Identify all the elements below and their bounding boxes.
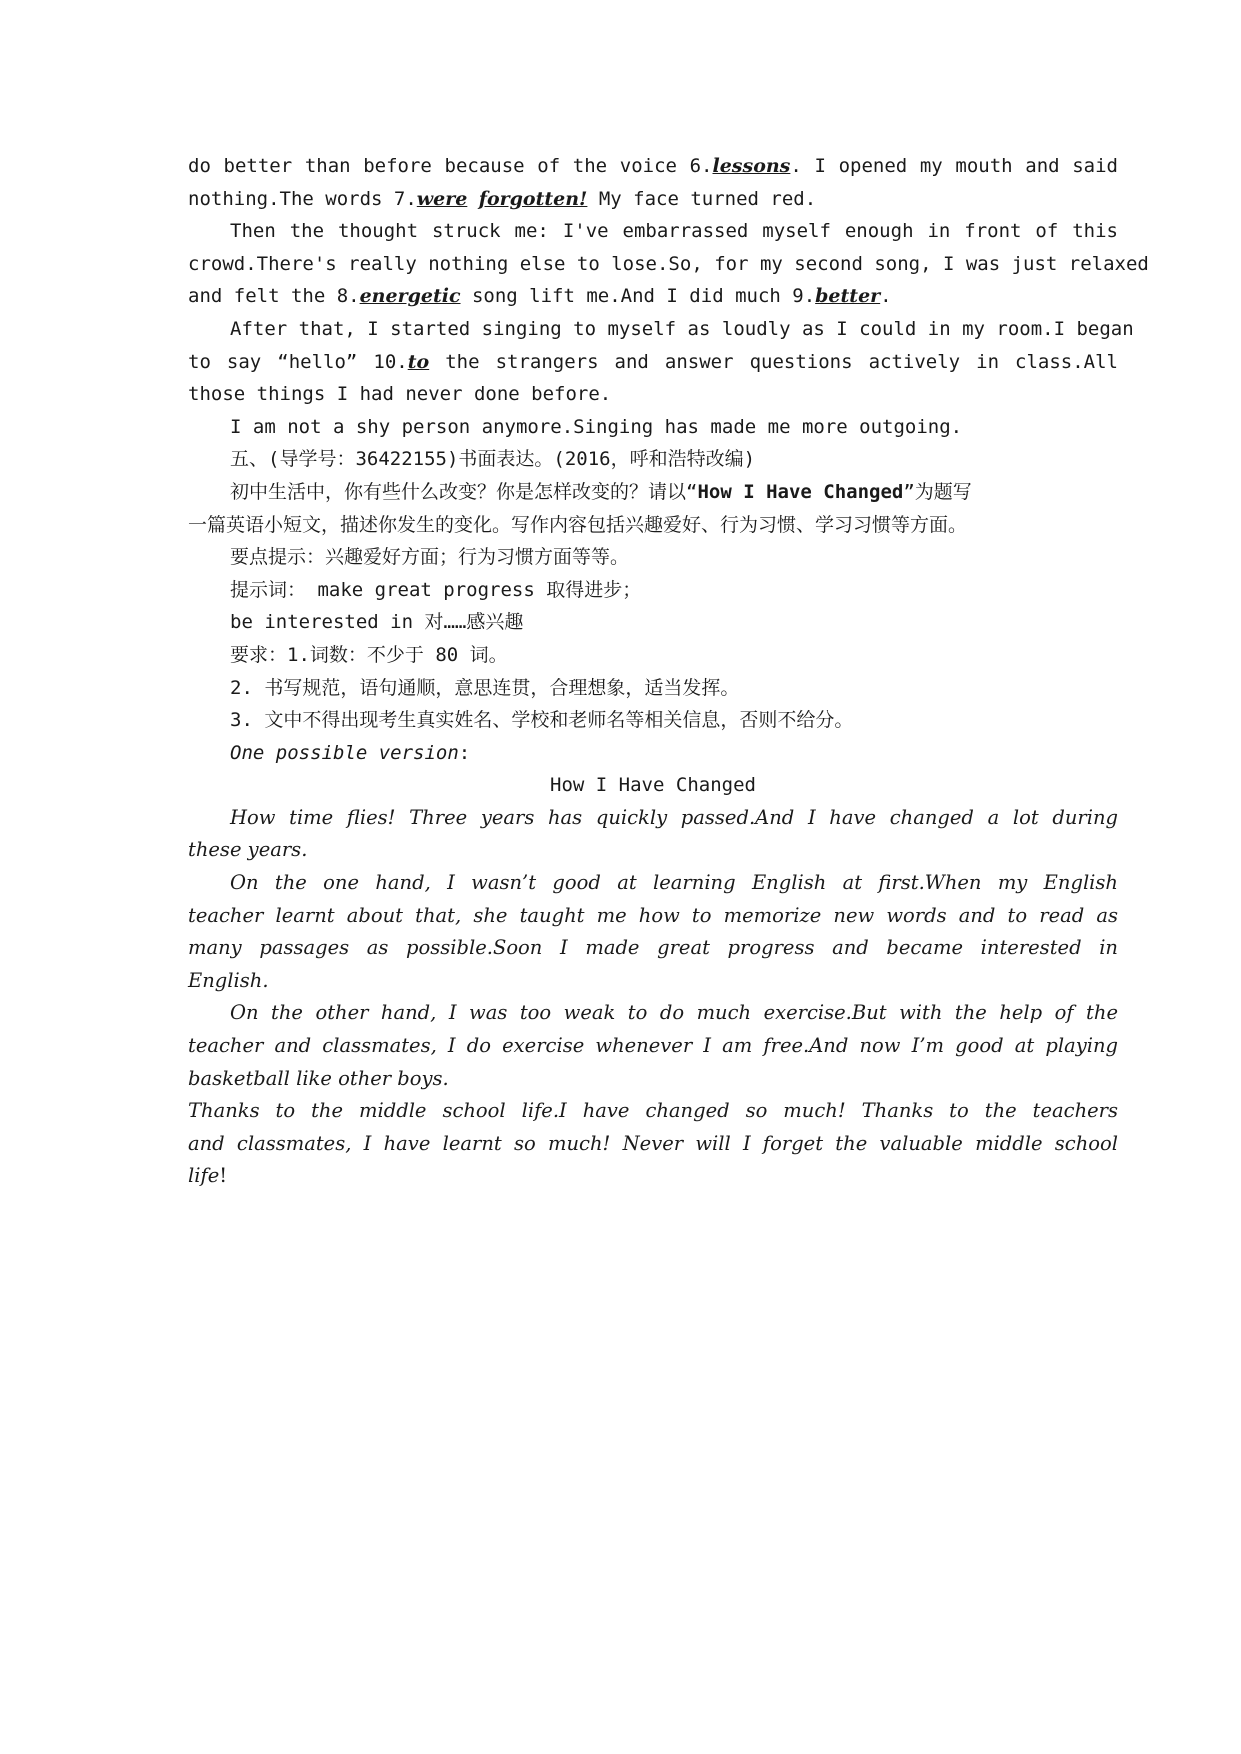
essay-title: How I Have Changed	[550, 774, 756, 797]
essay-p1-line-1: How time flies! Three years has quickly passed.And I have changed a lot during	[230, 805, 1118, 829]
answer-7a: were	[416, 187, 468, 210]
essay-p3-line-2: teacher and classmates, I do exercise whenever I am free.And now I’m good at playing	[188, 1034, 1118, 1058]
passage-line-6: After that, I started singing to myself as loudly as I could in my room.I began	[230, 317, 1134, 340]
text: One possible version	[230, 741, 459, 764]
essay-p2-line-3: many passages as possible.Soon I made great progress and became interested in	[188, 936, 1118, 960]
essay-p3-line-1: On the other hand, I was too weak to do much exercise.But with the help of the	[230, 1001, 1118, 1025]
essay-p2-line-2: teacher learnt about that, she taught me how to memorize new words and to read as	[188, 903, 1118, 927]
space	[467, 188, 478, 210]
answer-9: better	[815, 285, 881, 308]
text: .	[880, 285, 892, 308]
task-words-2: be interested in 对……感兴趣	[230, 611, 524, 634]
passage-line-8: those things I had never done before.	[188, 383, 612, 406]
essay-p2-line-1: On the one hand, I wasn’t good at learning English at first.When my English	[230, 871, 1118, 895]
text: life	[188, 1164, 220, 1188]
text: do better than before because of the voice 6.	[188, 155, 713, 177]
task-words-1: 提示词： make great progress 取得进步；	[230, 578, 642, 601]
prompt-title: How I Have Changed	[697, 480, 904, 503]
text: nothing.The words 7.	[188, 187, 417, 210]
text: . I opened my mouth and said	[790, 155, 1118, 177]
text: to say “hello” 10.	[188, 350, 408, 373]
answer-7b: forgotten!	[478, 187, 588, 210]
text: ”为题写	[903, 480, 972, 503]
answer-10: to	[407, 350, 430, 373]
task-req-3: 3. 文中不得出现考生真实姓名、学校和老师名等相关信息，否则不给分。	[230, 709, 854, 732]
passage-line-2	[188, 183, 1118, 216]
text: :	[458, 741, 471, 764]
passage-line-1	[188, 150, 1118, 183]
task-req-1: 要求：1.词数：不少于 80 词。	[230, 643, 508, 666]
task-tips: 要点提示：兴趣爱好方面；行为习惯方面等等。	[230, 546, 630, 569]
task-prompt-line-1	[188, 476, 1118, 509]
essay-p2-line-4: English.	[188, 968, 269, 992]
task-prompt-line-2: 一篇英语小短文，描述你发生的变化。写作内容包括兴趣爱好、行为习惯、学习习惯等方面。	[188, 513, 968, 536]
answer-8: energetic	[359, 285, 461, 308]
text: the strangers and answer questions actively in class.All	[429, 350, 1118, 373]
text: My face turned red.	[587, 187, 817, 210]
essay-p4-line-3	[188, 1160, 1118, 1193]
essay-p4-line-1: Thanks to the middle school life.I have changed so much! Thanks to the teachers	[188, 1099, 1118, 1123]
passage-line-3: Then the thought struck me: I've embarrassed myself enough in front of this	[230, 220, 1118, 243]
passage-line-7	[188, 346, 1118, 379]
text: !	[219, 1164, 228, 1188]
text: song lift me.And I did much 9.	[460, 285, 816, 308]
passage-line-4: crowd.There's really nothing else to lose.So, for my second song, I was just relaxed	[188, 252, 1149, 275]
task-req-2: 2. 书写规范，语句通顺，意思连贯，合理想象，适当发挥。	[230, 676, 740, 699]
version-label	[188, 737, 1118, 770]
text: and felt the 8.	[188, 285, 360, 308]
essay-p4-line-2: and classmates, I have learnt so much! Never will I forget the valuable middle school	[188, 1131, 1118, 1155]
document-page	[188, 150, 1149, 1193]
task-header: 五、(导学号：36422155)书面表达。(2016，呼和浩特改编)	[230, 448, 756, 471]
answer-6: lessons	[712, 155, 791, 177]
passage-line-9: I am not a shy person anymore.Singing has made me more outgoing.	[230, 415, 963, 438]
passage-line-5	[188, 280, 1118, 313]
text: 初中生活中，你有些什么改变？你是怎样改变的？请以“	[230, 480, 698, 503]
essay-p1-line-2: these years.	[188, 838, 308, 862]
essay-p3-line-3: basketball like other boys.	[188, 1066, 449, 1090]
